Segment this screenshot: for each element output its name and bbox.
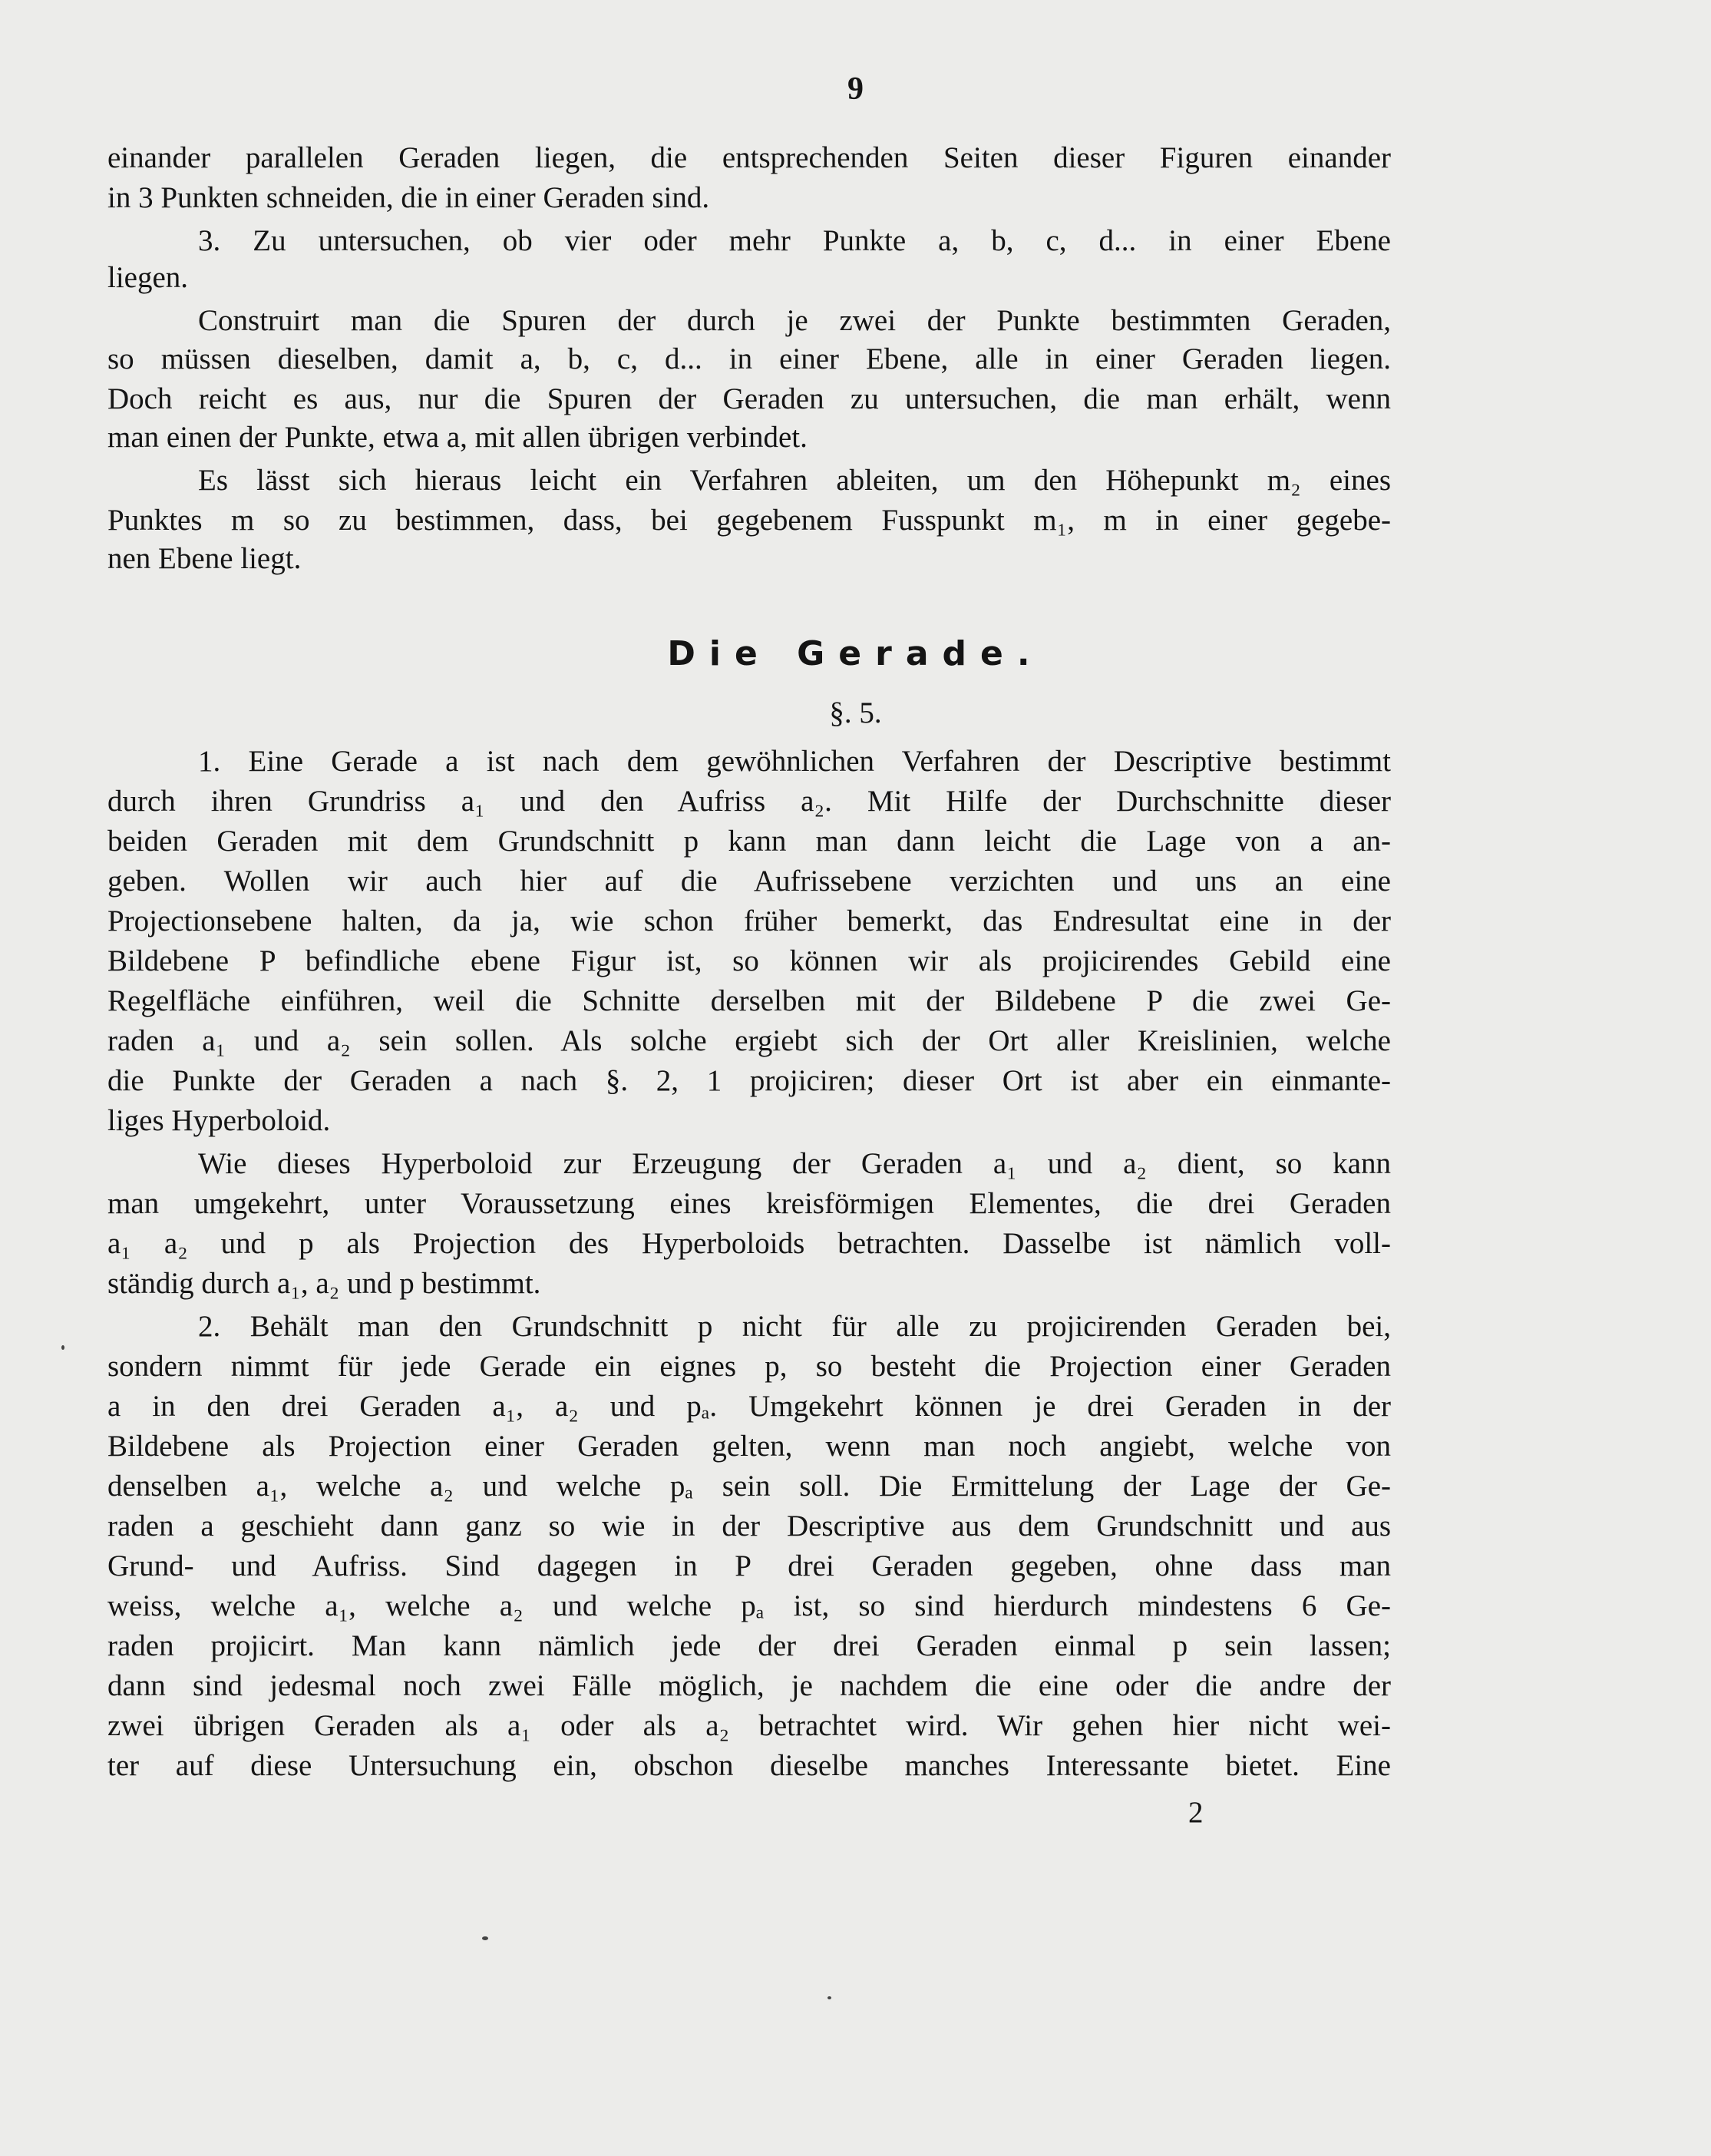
print-speck bbox=[482, 1936, 488, 1940]
text-line: a₁ a₂ und p als Projection des Hyperboloids betrachten. Dasselbe ist nämlich voll- bbox=[107, 1227, 1391, 1260]
text-line: 3. Zu untersuchen, ob vier oder mehr Punkte a, b, c, d... in einer Ebene bbox=[198, 224, 1391, 257]
text-line: Punktes m so zu bestimmen, dass, bei gegebenem Fusspunkt m₁, m in einer gegebe- bbox=[107, 504, 1391, 537]
text-line: Es lässt sich hieraus leicht ein Verfahren ableiten, um den Höhepunkt m₂ eines bbox=[198, 464, 1391, 497]
text-line: Grund- und Aufriss. Sind dagegen in P drei Geraden gegeben, ohne dass man bbox=[107, 1549, 1391, 1582]
text-line: liegen. bbox=[107, 261, 189, 294]
text-line: so müssen dieselben, damit a, b, c, d... in einer Ebene, alle in einer Geraden liegen. bbox=[107, 342, 1391, 375]
text-line: beiden Geraden mit dem Grundschnitt p kann man dann leicht die Lage von a an- bbox=[107, 825, 1391, 858]
print-speck bbox=[61, 1345, 64, 1350]
page-number: 9 bbox=[847, 71, 864, 107]
text-line: durch ihren Grundriss a₁ und den Aufriss a₂. Mit Hilfe der Durchschnitte dieser bbox=[107, 785, 1391, 818]
text-line: zwei übrigen Geraden als a₁ oder als a₂ betrachtet wird. Wir gehen hier nicht wei- bbox=[107, 1709, 1391, 1742]
text-line: nen Ebene liegt. bbox=[107, 542, 302, 575]
text-line: ter auf diese Untersuchung ein, obschon dieselbe manches Interessante bietet. Eine bbox=[107, 1749, 1391, 1782]
text-line: a in den drei Geraden a₁, a₂ und pₐ. Umgekehrt können je drei Geraden in der bbox=[107, 1390, 1391, 1423]
text-line: Construirt man die Spuren der durch je zwei der Punkte bestimmten Geraden, bbox=[198, 304, 1391, 337]
section-number: §. 5. bbox=[829, 696, 882, 729]
text-line: Projectionsebene halten, da ja, wie schon früher bemerkt, das Endresultat eine in der bbox=[107, 904, 1391, 937]
print-speck bbox=[827, 1996, 831, 1999]
text-line: einander parallelen Geraden liegen, die entsprechenden Seiten dieser Figuren einander bbox=[107, 141, 1391, 174]
text-line: raden projicirt. Man kann nämlich jede der drei Geraden einmal p sein lassen; bbox=[107, 1629, 1391, 1662]
text-line: Doch reicht es aus, nur die Spuren der Geraden zu untersuchen, die man erhält, wenn bbox=[107, 382, 1391, 415]
text-line: denselben a₁, welche a₂ und welche pₐ sein soll. Die Ermittelung der Lage der Ge- bbox=[107, 1470, 1391, 1503]
signature-mark: 2 bbox=[1188, 1796, 1204, 1829]
text-line: geben. Wollen wir auch hier auf die Aufrissebene verzichten und uns an eine bbox=[107, 865, 1391, 898]
text-line: ständig durch a₁, a₂ und p bestimmt. bbox=[107, 1267, 541, 1300]
text-line: raden a geschieht dann ganz so wie in der Descriptive aus dem Grundschnitt und aus bbox=[107, 1510, 1391, 1543]
text-line: Bildebene als Projection einer Geraden gelten, wenn man noch angiebt, welche von bbox=[107, 1430, 1391, 1463]
text-line: sondern nimmt für jede Gerade ein eignes p, so besteht die Projection einer Geraden bbox=[107, 1350, 1391, 1383]
text-line: in 3 Punkten schneiden, die in einer Geraden sind. bbox=[107, 181, 710, 214]
text-line: 1. Eine Gerade a ist nach dem gewöhnlichen Verfahren der Descriptive bestimmt bbox=[198, 745, 1391, 778]
text-line: raden a₁ und a₂ sein sollen. Als solche ergiebt sich der Ort aller Kreislinien, welche bbox=[107, 1024, 1391, 1057]
text-line: man einen der Punkte, etwa a, mit allen übrigen verbindet. bbox=[107, 421, 808, 454]
text-line: liges Hyperboloid. bbox=[107, 1104, 331, 1137]
text-line: Regelfläche einführen, weil die Schnitte derselben mit der Bildebene P die zwei Ge- bbox=[107, 984, 1391, 1017]
text-line: weiss, welche a₁, welche a₂ und welche pₐ ist, so sind hierdurch mindestens 6 Ge- bbox=[107, 1589, 1391, 1622]
text-line: 2. Behält man den Grundschnitt p nicht für alle zu projicirenden Geraden bei, bbox=[198, 1310, 1391, 1343]
text-line: dann sind jedesmal noch zwei Fälle möglich, je nachdem die eine oder die andre der bbox=[107, 1669, 1391, 1702]
text-line: man umgekehrt, unter Voraussetzung eines kreisförmigen Elementes, die drei Geraden bbox=[107, 1187, 1391, 1220]
text-line: die Punkte der Geraden a nach §. 2, 1 projiciren; dieser Ort ist aber ein einmante- bbox=[107, 1064, 1391, 1097]
text-line: Bildebene P befindliche ebene Figur ist, so können wir als projicirendes Gebild eine bbox=[107, 944, 1391, 977]
section-heading: Die Gerade. bbox=[667, 634, 1044, 673]
text-line: Wie dieses Hyperboloid zur Erzeugung der Geraden a₁ und a₂ dient, so kann bbox=[198, 1147, 1391, 1180]
